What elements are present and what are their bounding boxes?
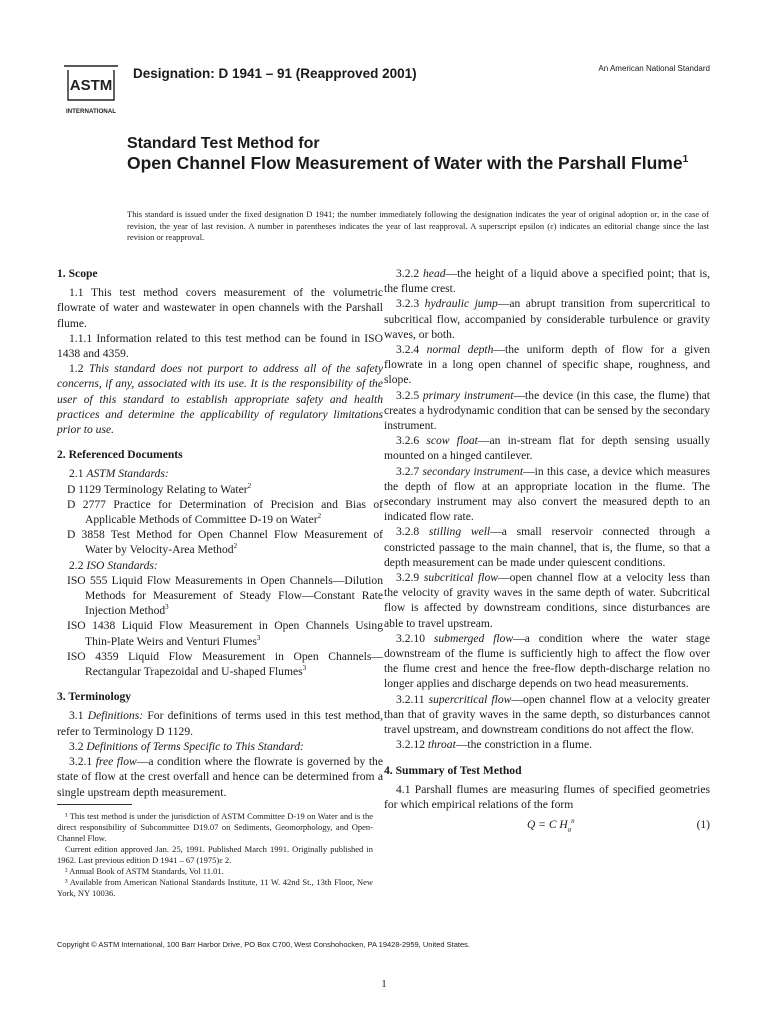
term: secondary instrument — [422, 464, 524, 478]
reference-item — [57, 618, 383, 648]
para-number: 3.2.4 — [396, 343, 427, 357]
paragraph: 4.1 Parshall flumes are measuring flumes of specified geometries for which empirical relations of the form — [384, 782, 710, 811]
definition-item — [384, 296, 710, 342]
para-number: 3.2.8 — [396, 525, 429, 539]
reference-item — [57, 573, 383, 619]
para-number: 1.2 — [69, 362, 89, 376]
section-heading: 1. Scope — [57, 267, 98, 280]
term: scow float — [426, 434, 478, 448]
definition: —in this case, a device which measures the depth of flow at an appropriate location in the flume. The secondary instrument may also convert the measured depth to an indicated flow rate. — [384, 464, 710, 524]
title-block — [127, 135, 707, 174]
reference-item — [57, 497, 383, 527]
left-column — [57, 266, 383, 800]
para-number: 3.2.11 — [396, 692, 429, 706]
paragraph — [57, 361, 383, 437]
definition-item — [384, 692, 710, 738]
para-number: 3.1 — [69, 709, 88, 723]
term: free flow — [95, 755, 137, 769]
definition: —a small reservoir connected through a constricted passage to the main channel, that is, the flume, so that a depth measurement can be made under quiescent conditions. — [384, 525, 710, 569]
issued-note: This standard is issued under the fixed designation D 1941; the number immediately following the designation indicates the year of original adoption or, in the case of revision, the year of last revision. A number in parentheses indicates the year of last reapproval. A superscript epsilon (ε) indicates an editorial change since the last revision or reapproval. — [127, 209, 709, 242]
term: Definitions of Terms Specific to This Standard: — [86, 739, 304, 753]
para-number: 3.2.6 — [396, 434, 427, 448]
definition-item — [384, 433, 710, 463]
title-footnote-ref: 1 — [682, 154, 689, 166]
equation-number: (1) — [696, 819, 710, 832]
footnote: ² Annual Book of ASTM Standards, Vol 11.01. — [65, 866, 224, 876]
definition-item — [384, 737, 710, 752]
paragraph: 1.1.1 Information related to this test method can be found in ISO 1438 and 4359. — [57, 331, 383, 361]
copyright: Copyright © ASTM International, 100 Barr Harbor Drive, PO Box C700, West Conshohocken, PA 19428-2959, United States. — [57, 940, 470, 949]
equation-exponent: n — [571, 817, 575, 826]
para-number: 2.2 — [69, 558, 87, 572]
footnote: Current edition approved Jan. 25, 1991. Published March 1991. Originally published in 1962. Last previous edition D 1941 – 67 (1975)ε 2. — [57, 844, 373, 865]
term: Definitions: — [87, 709, 144, 723]
para-number: 3.2.2 — [396, 267, 423, 280]
footnote-divider — [57, 804, 132, 805]
para-number: 3.2.10 — [396, 631, 434, 645]
reference-item — [57, 482, 383, 497]
page-number: 1 — [381, 978, 387, 990]
section-heading: 2. Referenced Documents — [57, 448, 183, 462]
equation-subscript: a — [567, 825, 572, 834]
para-number: 3.2.3 — [396, 297, 425, 311]
paragraph — [57, 754, 383, 800]
footnote: ¹ This test method is under the jurisdiction of ASTM Committee D-19 on Water and is the direct responsibility of Subcommittee D19.07 on Sediments, Geomorphology, and Open-Channel Flow. — [57, 811, 373, 843]
designation: Designation: D 1941 – 91 (Reapproved 2001) — [133, 66, 417, 81]
section-heading: 3. Terminology — [57, 690, 132, 704]
definition-item — [384, 388, 710, 434]
definition: —open channel flow at a velocity greater than that of gravity waves in the same depth, so disturbances cannot travel upstream, and downstream conditions do not affect the flow. — [384, 692, 710, 737]
reference-text: D 1129 Terminology Relating to Water — [67, 482, 248, 496]
safety-statement: This standard does not purport to address all of the safety concerns, if any, associated with its use. It is the responsibility of the user of this standard to establish appropriate safety and health practices and determine the applicability of regulatory limitations prior to use. — [57, 362, 384, 437]
term: supercritical flow — [428, 692, 512, 706]
definition: —the constriction in a flume. — [455, 738, 593, 752]
right-column — [384, 266, 710, 838]
reference-text: ISO 555 Liquid Flow Measurements in Open Channels—Dilution Methods for Measurement of Steady Flow—Constant Rate Injection Method — [67, 573, 383, 618]
definition-item — [384, 524, 710, 570]
definition: —the height of a liquid above a specified point; that is, the flume crest. — [384, 267, 710, 296]
term: head — [423, 267, 446, 280]
definition: —open channel flow at a velocity less than the velocity of gravity waves in the same depth of water. Subcritical flow is affected by downstream conditions, since disturbances are able to travel upstream. — [384, 571, 710, 630]
reference-text: D 2777 Practice for Determination of Precision and Bias of Applicable Methods of Committee D-19 on Water — [67, 497, 383, 527]
footnote-ref: 2 — [317, 512, 322, 521]
term: submerged flow — [433, 631, 514, 645]
para-number: 3.2 — [69, 739, 87, 753]
subsection-label: ISO Standards: — [86, 558, 158, 572]
para-number: 3.2.5 — [396, 388, 423, 402]
footnote-ref: 2 — [233, 542, 238, 551]
paragraph: 1.1 This test method covers measurement of the volumetric flowrate of water and wastewater in open channels with the Parshall flume. — [57, 286, 383, 330]
definition-item — [384, 342, 710, 388]
definition: —the device (in this case, the flume) that creates a hydrodynamic condition that can be sensed by the secondary instrument. — [384, 388, 710, 433]
term: normal depth — [426, 343, 494, 357]
footnote-ref: 2 — [247, 481, 252, 490]
subsection-label: ASTM Standards: — [86, 467, 169, 481]
definition: —a condition where the flowrate is governed by the state of flow at the crest overfall and hence can be determined from a single upstream depth measurement. — [57, 755, 383, 799]
term: primary instrument — [422, 388, 514, 402]
para-number: 3.2.7 — [396, 464, 423, 478]
logo-text: ASTM — [69, 77, 113, 94]
definition: For definitions of terms used in this test method, refer to Terminology D 1129. — [57, 709, 383, 738]
section-heading: 4. Summary of Test Method — [384, 763, 522, 777]
footnote-ref: 3 — [256, 633, 261, 642]
reference-text: D 3858 Test Method for Open Channel Flow Measurement of Water by Velocity-Area Method — [67, 528, 383, 557]
title-line2 — [127, 153, 707, 174]
footnote-ref: 3 — [165, 603, 169, 612]
para-number: 3.2.1 — [69, 755, 96, 769]
definition-item — [384, 266, 710, 296]
logo-subtext: INTERNATIONAL — [65, 108, 117, 115]
para-number: 2.1 — [69, 467, 87, 481]
footnotes — [57, 804, 373, 899]
term: stilling well — [428, 525, 491, 539]
definition-item — [384, 570, 710, 631]
equation-lhs: Q = C H — [527, 819, 568, 832]
equation-row — [384, 816, 710, 838]
paragraph — [57, 739, 383, 754]
term: hydraulic jump — [424, 297, 498, 311]
definition-item — [384, 464, 710, 525]
term: subcritical flow — [423, 571, 498, 585]
title-line1: Standard Test Method for — [127, 135, 320, 152]
paragraph — [57, 708, 383, 738]
definition: —an abrupt transition from supercritical to subcritical flow, accompanied by considerable turbulence or gravity waves, or both. — [384, 297, 710, 341]
definition: —the uniform depth of flow for a given flowrate in a long open channel of specific shape, roughness, and slope. — [384, 343, 710, 387]
definition: —an in-stream flat for depth sensing usually mounted on a hinged cantilever. — [384, 434, 710, 463]
paragraph — [57, 558, 383, 573]
footnote-ref: 3 — [302, 664, 307, 673]
equation — [527, 818, 575, 838]
reference-text: ISO 4359 Liquid Flow Measurement in Open Channels—Rectangular Trapezoidal and U-shaped Flumes — [67, 649, 383, 679]
para-number: 3.2.12 — [396, 738, 428, 752]
paragraph — [57, 466, 383, 481]
standard-type: An American National Standard — [598, 64, 710, 73]
document-title: Open Channel Flow Measurement of Water with the Parshall Flume — [127, 153, 683, 173]
footnote: ³ Available from American National Standards Institute, 11 W. 42nd St., 13th Floor, New York, NY 10036. — [57, 877, 373, 898]
reference-item — [57, 527, 383, 557]
term: throat — [427, 738, 456, 752]
reference-text: ISO 1438 Liquid Flow Measurement in Open Channels Using Thin-Plate Weirs and Venturi Flumes — [67, 619, 383, 648]
para-number: 3.2.9 — [396, 571, 424, 585]
reference-item — [57, 649, 383, 679]
definition: —a condition where the water stage downstream of the flume is sufficiently high to affect the flow over the flume crest and hence the free-flow depth-discharge relation no longer applies and discharge depends on two head measurements. — [384, 631, 710, 691]
astm-logo — [60, 56, 122, 118]
definition-item — [384, 631, 710, 692]
